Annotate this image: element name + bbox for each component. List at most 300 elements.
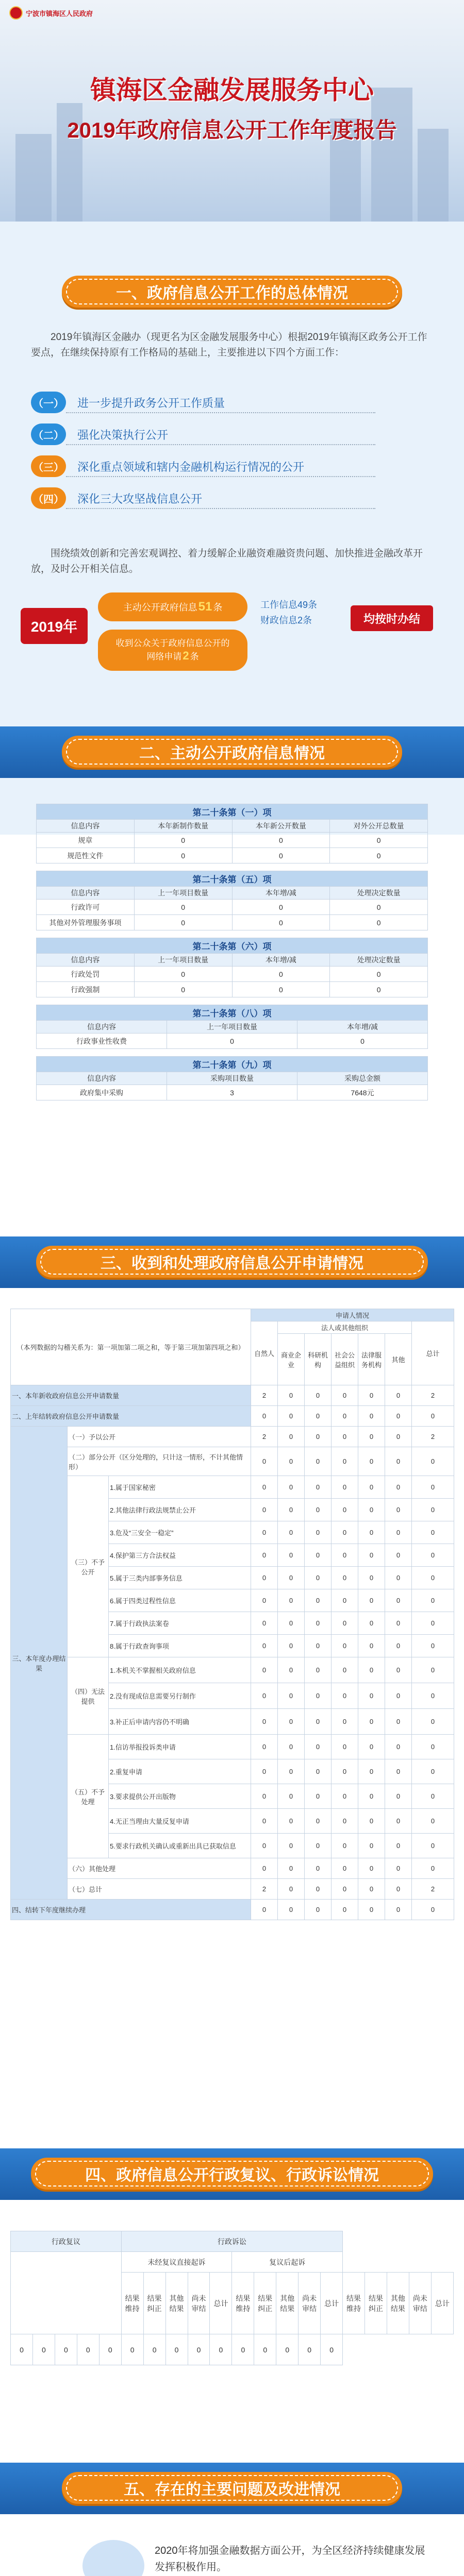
value-cell: 0 [332, 1499, 358, 1521]
column-header: 本年增/减 [297, 1021, 428, 1033]
table-cell: 其他对外管理服务事项 [37, 915, 135, 930]
table-row [11, 2334, 454, 2365]
value-cell: 0 [332, 1879, 358, 1900]
column-header: 上一年项目数量 [167, 1021, 297, 1033]
section-1-para2: 围绕绩效创新和完善宏观调控、着力缓解企业融资难融资贵问题、加快推进金融改革开放，及时公开相关信息。 [31, 548, 423, 574]
disclosure-table-4 [36, 1005, 428, 1049]
table-row [11, 1406, 454, 1427]
value-cell: 0 [278, 1879, 305, 1900]
value-cell: 0 [278, 1385, 305, 1406]
value-cell: 0 [305, 1635, 332, 1657]
value-cell: 0 [358, 1385, 385, 1406]
value-cell: 0 [278, 1709, 305, 1735]
group-label: （四）无法提供 [68, 1657, 109, 1735]
value-cell: 0 [278, 1499, 305, 1521]
review-litigation-table [10, 2231, 454, 2365]
column-header: 上一年项目数量 [134, 887, 232, 900]
corner-note: （本列数据的勾稽关系为：第一项加第二项之和，等于第三项加第四项之和） [11, 1309, 251, 1385]
value-cell: 0 [305, 1683, 332, 1709]
value-cell: 0 [332, 1809, 358, 1834]
item-number-2: （二） [31, 423, 66, 445]
table-cell: 0 [330, 982, 428, 997]
column-header: 尚未审结 [188, 2273, 210, 2334]
value-cell: 0 [278, 1447, 305, 1476]
value-cell: 0 [385, 1544, 412, 1567]
column-header: 尚未审结 [299, 2273, 321, 2334]
value-cell: 0 [332, 1858, 358, 1879]
value-cell: 0 [332, 1385, 358, 1406]
value-cell: 2 [251, 1385, 278, 1406]
table-cell: 行政许可 [37, 900, 135, 915]
table-cell: 7648元 [297, 1085, 428, 1100]
row-label: （一）予以公开 [68, 1427, 251, 1447]
value-cell: 0 [251, 1447, 278, 1476]
value-cell: 0 [77, 2334, 99, 2365]
value-cell: 0 [332, 1735, 358, 1759]
value-cell: 0 [278, 1521, 305, 1544]
value-cell: 0 [385, 1427, 412, 1447]
column-header: 结果纠正 [365, 2273, 387, 2334]
value-cell: 0 [412, 1521, 454, 1544]
table-title: 第二十条第（六）项 [37, 938, 428, 954]
value-cell: 0 [412, 1612, 454, 1635]
value-cell: 0 [385, 1809, 412, 1834]
value-cell: 0 [385, 1900, 412, 1920]
value-cell: 0 [358, 1879, 385, 1900]
value-cell: 0 [358, 1809, 385, 1834]
table-row [11, 1385, 454, 1406]
value-cell: 0 [332, 1447, 358, 1476]
table-cell: 0 [232, 915, 330, 930]
row-label: 4.保护第三方合法权益 [109, 1544, 251, 1567]
result-header: 三、本年度办理结果 [11, 1427, 68, 1900]
value-cell: 0 [251, 1809, 278, 1834]
value-cell: 0 [332, 1427, 358, 1447]
row-label: 8.属于行政查询事项 [109, 1635, 251, 1657]
table-row [37, 915, 428, 930]
org-header: 科研机构 [305, 1334, 332, 1385]
value-cell: 0 [358, 1683, 385, 1709]
table-row [37, 1085, 428, 1100]
value-cell: 0 [358, 1759, 385, 1784]
emblem-icon [9, 6, 23, 20]
section-1-heading: 一、政府信息公开工作的总体情况 [62, 276, 402, 308]
value-cell: 0 [188, 2334, 210, 2365]
table-cell: 0 [134, 900, 232, 915]
table-title: 第二十条第（五）项 [37, 871, 428, 887]
value-cell: 0 [251, 1759, 278, 1784]
value-cell: 0 [305, 1544, 332, 1567]
section-2-heading: 二、主动公开政府信息情况 [62, 736, 402, 768]
item-text-4: 深化三大攻坚战信息公开 [77, 492, 203, 505]
table-cell: 政府集中采购 [37, 1085, 167, 1100]
value-cell: 0 [305, 1834, 332, 1858]
value-cell: 0 [332, 1784, 358, 1809]
value-cell: 0 [251, 1406, 278, 1427]
after-review-header: 复议后起诉 [232, 2252, 343, 2273]
value-cell: 0 [305, 1657, 332, 1683]
value-cell: 0 [11, 2334, 33, 2365]
row-label: 四、结转下年度继续办理 [11, 1900, 251, 1920]
value-cell: 0 [278, 1406, 305, 1427]
column-header: 本年增/减 [232, 887, 330, 900]
table-cell: 行政强制 [37, 982, 135, 997]
table-cell: 0 [134, 848, 232, 863]
table-cell: 0 [330, 848, 428, 863]
value-cell: 0 [143, 2334, 165, 2365]
value-cell: 0 [385, 1683, 412, 1709]
table-cell: 0 [232, 900, 330, 915]
table-cell: 0 [134, 967, 232, 982]
column-header: 信息内容 [37, 1072, 167, 1085]
value-cell: 0 [210, 2334, 232, 2365]
value-cell: 0 [385, 1834, 412, 1858]
org-header: 法律服务机构 [358, 1334, 385, 1385]
row-label: 1.属于国家秘密 [109, 1476, 251, 1499]
table-row [37, 833, 428, 848]
value-cell: 0 [412, 1900, 454, 1920]
value-cell: 0 [332, 1612, 358, 1635]
column-header: 信息内容 [37, 1021, 167, 1033]
value-cell: 0 [358, 1735, 385, 1759]
column-header: 上一年项目数量 [134, 954, 232, 967]
value-cell: 0 [278, 1657, 305, 1683]
year-badge: 2019年 [21, 608, 88, 644]
row-label: 一、本年新收政府信息公开申请数量 [11, 1385, 251, 1406]
value-cell: 0 [358, 1406, 385, 1427]
value-cell: 0 [305, 1406, 332, 1427]
value-cell: 0 [251, 1476, 278, 1499]
value-cell: 0 [332, 1657, 358, 1683]
row-label: 1.信访举报投诉类申请 [109, 1735, 251, 1759]
value-cell: 0 [385, 1858, 412, 1879]
column-header: 总计 [210, 2273, 232, 2334]
value-cell: 0 [358, 1834, 385, 1858]
report-title: 2019年政府信息公开工作年度报告 [67, 118, 397, 142]
column-header: 总计 [321, 2273, 343, 2334]
row-label: 7.属于行政执法案卷 [109, 1612, 251, 1635]
column-header: 本年增/减 [232, 954, 330, 967]
table-row [11, 1900, 454, 1920]
value-cell: 0 [278, 1635, 305, 1657]
value-cell: 0 [305, 1784, 332, 1809]
column-header: 其他结果 [165, 2273, 188, 2334]
value-cell: 0 [332, 1683, 358, 1709]
value-cell: 0 [385, 1635, 412, 1657]
value-cell: 0 [305, 1809, 332, 1834]
table-row [37, 848, 428, 863]
table-row [37, 900, 428, 915]
value-cell: 0 [251, 1544, 278, 1567]
value-cell: 0 [412, 1657, 454, 1683]
value-cell: 0 [278, 1567, 305, 1589]
value-cell: 0 [278, 1759, 305, 1784]
value-cell: 0 [358, 1858, 385, 1879]
value-cell: 0 [251, 1683, 278, 1709]
row-label: 2.没有现成信息需要另行制作 [109, 1683, 251, 1709]
value-cell: 0 [412, 1544, 454, 1567]
table-cell: 0 [232, 967, 330, 982]
value-cell: 0 [385, 1499, 412, 1521]
value-cell: 0 [412, 1567, 454, 1589]
value-cell: 0 [278, 1427, 305, 1447]
value-cell: 0 [358, 1709, 385, 1735]
person-header: 自然人 [251, 1321, 278, 1385]
site-logo[interactable] [9, 6, 93, 20]
row-label: 1.本机关不掌握相关政府信息 [109, 1657, 251, 1683]
org-header: 商业企业 [278, 1334, 305, 1385]
table-title: 第二十条第（八）项 [37, 1005, 428, 1021]
value-cell: 0 [165, 2334, 188, 2365]
value-cell: 0 [412, 1784, 454, 1809]
value-cell: 0 [305, 1427, 332, 1447]
value-cell: 0 [412, 1406, 454, 1427]
row-label: 6.属于四类过程性信息 [109, 1589, 251, 1612]
value-cell: 0 [332, 1635, 358, 1657]
value-cell: 0 [332, 1476, 358, 1499]
row-label: 2.重复申请 [109, 1759, 251, 1784]
value-cell: 0 [412, 1709, 454, 1735]
value-cell: 0 [305, 1612, 332, 1635]
column-header: 处理决定数量 [330, 954, 428, 967]
table-cell: 0 [232, 848, 330, 863]
value-cell: 0 [385, 1476, 412, 1499]
value-cell: 0 [251, 1499, 278, 1521]
row-label: 3.危及“三安全一稳定” [109, 1521, 251, 1544]
stat-finance-info: 财政信息2条 [260, 615, 312, 625]
value-cell: 0 [332, 1521, 358, 1544]
table-cell: 0 [330, 967, 428, 982]
column-header: 采购项目数量 [167, 1072, 297, 1085]
value-cell: 0 [412, 1735, 454, 1759]
value-cell: 2 [412, 1879, 454, 1900]
column-header: 其他结果 [387, 2273, 409, 2334]
value-cell: 0 [412, 1858, 454, 1879]
value-cell: 0 [305, 1385, 332, 1406]
value-cell: 0 [305, 1567, 332, 1589]
section-5-heading: 五、存在的主要问题及改进情况 [62, 2472, 402, 2504]
value-cell: 0 [251, 1635, 278, 1657]
on-time-tag: 均按时办结 [351, 605, 433, 631]
column-header: 总计 [431, 2273, 453, 2334]
value-cell: 0 [412, 1589, 454, 1612]
section-1-intro: 2019年镇海区金融办（现更名为区金融发展服务中心）根据2019年镇海区政务公开工作要点，在继续保持原有工作格局的基础上，主要推进以下四个方面工作： [31, 332, 427, 358]
value-cell: 0 [412, 1499, 454, 1521]
value-cell: 0 [358, 1784, 385, 1809]
value-cell: 0 [358, 1544, 385, 1567]
row-label: 3.补正后申请内容仍不明确 [109, 1709, 251, 1735]
value-cell: 0 [385, 1385, 412, 1406]
value-cell: 0 [358, 1567, 385, 1589]
active-disclosure-tables [36, 804, 428, 1108]
table-cell: 0 [297, 1033, 428, 1049]
value-cell: 0 [305, 1759, 332, 1784]
value-cell: 0 [278, 1735, 305, 1759]
stat-requests: 收到公众关于政府信息公开的网络申请2 条 [98, 630, 247, 671]
row-label: （七）总计 [68, 1879, 251, 1900]
value-cell: 0 [121, 2334, 143, 2365]
section-4-heading: 四、政府信息公开行政复议、行政诉讼情况 [31, 2158, 433, 2190]
value-cell: 0 [385, 1447, 412, 1476]
value-cell: 0 [358, 1499, 385, 1521]
value-cell: 2 [251, 1427, 278, 1447]
row-label: （六）其他处理 [68, 1858, 251, 1879]
table-cell: 0 [134, 982, 232, 997]
review-header: 行政复议 [11, 2231, 122, 2252]
table-title: 第二十条第（九）项 [37, 1057, 428, 1072]
stat-published: 主动公开政府信息 51 条 [98, 592, 247, 621]
value-cell: 0 [332, 1900, 358, 1920]
section-3-heading: 三、收到和处理政府信息公开申请情况 [36, 1246, 428, 1278]
header-banner [0, 0, 464, 222]
item-number-3: （三） [31, 455, 66, 477]
column-header: 本年新制作数量 [134, 820, 232, 833]
value-cell: 0 [278, 1544, 305, 1567]
column-header: 本年新公开数量 [232, 820, 330, 833]
value-cell: 0 [251, 1735, 278, 1759]
litigation-header: 行政诉讼 [121, 2231, 342, 2252]
value-cell: 0 [278, 1612, 305, 1635]
value-cell: 0 [358, 1447, 385, 1476]
table-cell: 0 [330, 900, 428, 915]
row-label: 2.其他法律行政法规禁止公开 [109, 1499, 251, 1521]
item-text-2: 强化决策执行公开 [77, 428, 169, 442]
column-header: 其他结果 [276, 2273, 299, 2334]
value-cell: 0 [385, 1784, 412, 1809]
direct-suit-header: 未经复议直接起诉 [121, 2252, 232, 2273]
value-cell: 0 [412, 1759, 454, 1784]
value-cell: 0 [385, 1759, 412, 1784]
value-cell: 0 [278, 1589, 305, 1612]
value-cell: 0 [358, 1612, 385, 1635]
value-cell: 2 [251, 1879, 278, 1900]
row-label: （二）部分公开（区分处理的，只计这一情形，不计其他情形） [68, 1447, 251, 1476]
value-cell: 2 [412, 1427, 454, 1447]
value-cell: 0 [358, 1635, 385, 1657]
value-cell: 0 [305, 1858, 332, 1879]
logo-text: 宁波市镇海区人民政府 [26, 9, 93, 18]
item-number-4: （四） [31, 487, 66, 509]
group-label: （五）不予处理 [68, 1735, 109, 1858]
item-text-1: 进一步提升政务公开工作质量 [77, 396, 225, 410]
table-cell: 3 [167, 1085, 297, 1100]
applicant-header: 申请人情况 [251, 1309, 454, 1321]
table-cell: 规范性文件 [37, 848, 135, 863]
value-cell: 0 [251, 1589, 278, 1612]
table-cell: 行政事业性收费 [37, 1033, 167, 1049]
value-cell: 0 [332, 1567, 358, 1589]
value-cell: 0 [305, 1476, 332, 1499]
value-cell: 0 [251, 1612, 278, 1635]
value-cell: 0 [278, 1784, 305, 1809]
value-cell: 0 [278, 1834, 305, 1858]
disclosure-table-2 [36, 871, 428, 930]
column-header: 尚未审结 [409, 2273, 431, 2334]
value-cell: 0 [332, 1406, 358, 1427]
org-header: 其他 [385, 1334, 412, 1385]
column-header: 信息内容 [37, 820, 135, 833]
value-cell: 0 [412, 1683, 454, 1709]
value-cell: 0 [385, 1406, 412, 1427]
value-cell: 0 [412, 1635, 454, 1657]
value-cell: 0 [305, 1709, 332, 1735]
main-title: 镇海区金融发展服务中心 [90, 76, 374, 105]
value-cell: 0 [358, 1900, 385, 1920]
table-row [37, 967, 428, 982]
value-cell: 0 [385, 1612, 412, 1635]
value-cell: 0 [385, 1735, 412, 1759]
value-cell: 0 [99, 2334, 121, 2365]
value-cell: 0 [358, 1657, 385, 1683]
value-cell: 0 [385, 1589, 412, 1612]
column-header: 处理决定数量 [330, 887, 428, 900]
table-cell: 0 [232, 833, 330, 848]
value-cell: 0 [278, 1683, 305, 1709]
column-header: 对外公开总数量 [330, 820, 428, 833]
row-label: 5.要求行政机关确认或重新出具已获取信息 [109, 1834, 251, 1858]
table-cell: 0 [330, 833, 428, 848]
value-cell: 0 [332, 1589, 358, 1612]
value-cell: 0 [332, 1834, 358, 1858]
value-cell: 0 [232, 2334, 254, 2365]
value-cell: 0 [412, 1447, 454, 1476]
value-cell: 0 [305, 1447, 332, 1476]
value-cell: 0 [251, 1657, 278, 1683]
value-cell: 0 [305, 1589, 332, 1612]
value-cell: 0 [385, 1567, 412, 1589]
value-cell: 0 [251, 1784, 278, 1809]
table-row [37, 982, 428, 997]
row-label: 二、上年结转政府信息公开申请数量 [11, 1406, 251, 1427]
value-cell: 0 [305, 1521, 332, 1544]
table-cell: 0 [330, 915, 428, 930]
table-cell: 0 [232, 982, 330, 997]
column-header: 结果维持 [121, 2273, 143, 2334]
value-cell: 0 [251, 1858, 278, 1879]
value-cell: 0 [305, 1735, 332, 1759]
disclosure-table-1 [36, 804, 428, 863]
value-cell: 0 [385, 1657, 412, 1683]
total-header: 总计 [412, 1321, 454, 1385]
value-cell: 0 [385, 1521, 412, 1544]
value-cell: 0 [321, 2334, 343, 2365]
value-cell: 0 [358, 1427, 385, 1447]
section-5-text: 2020年将加强金融数据方面公开，为全区经济持续健康发展发挥积极作用。 [155, 2545, 425, 2573]
table-cell: 行政处罚 [37, 967, 135, 982]
value-cell: 0 [278, 1809, 305, 1834]
value-cell: 0 [305, 1879, 332, 1900]
table-cell: 规章 [37, 833, 135, 848]
value-cell: 0 [385, 1709, 412, 1735]
value-cell: 0 [32, 2334, 55, 2365]
column-header: 信息内容 [37, 954, 135, 967]
value-cell: 0 [251, 1709, 278, 1735]
column-header: 结果维持 [232, 2273, 254, 2334]
column-header: 结果维持 [343, 2273, 365, 2334]
column-header: 信息内容 [37, 887, 135, 900]
application-table [10, 1309, 454, 1920]
item-text-3: 深化重点领域和辖内金融机构运行情况的公开 [77, 460, 305, 473]
value-cell: 0 [412, 1809, 454, 1834]
org-header: 社会公益组织 [332, 1334, 358, 1385]
column-header: 结果纠正 [254, 2273, 276, 2334]
disclosure-table-5 [36, 1056, 428, 1100]
value-cell: 2 [412, 1385, 454, 1406]
table-cell: 0 [134, 915, 232, 930]
value-cell: 0 [251, 1834, 278, 1858]
value-cell: 0 [305, 1900, 332, 1920]
value-cell: 0 [358, 1589, 385, 1612]
